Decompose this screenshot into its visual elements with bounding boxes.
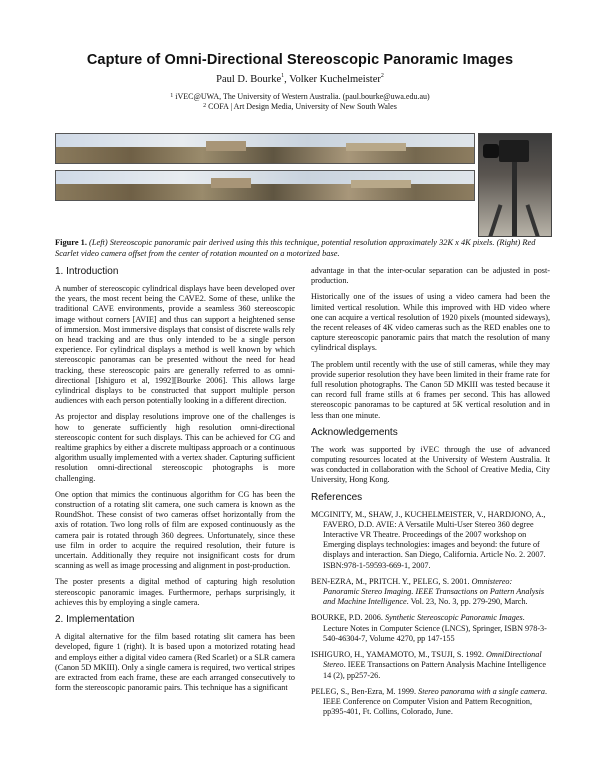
impl-paragraph: Historically one of the issues of using a video camera had been the limited vertical resolution. While this improved with HD video where one can acquire a vertical resolution of 1920 pixels (mounted sideways), the recent releases of 4K video cameras such as the RED enables one to capture stereoscopic panoramic pairs that match the resolution of many cylindrical displays. bbox=[311, 292, 550, 353]
reference-text: . IEEE Transactions on Pattern Analysis Machine Intelligence 14 (2), pp257-26. bbox=[323, 660, 546, 680]
reference-item bbox=[311, 687, 550, 718]
panorama-building bbox=[346, 143, 406, 151]
author-separator: , bbox=[284, 74, 290, 85]
left-column bbox=[55, 266, 295, 699]
affiliation-1 bbox=[0, 92, 600, 102]
panorama-ground bbox=[56, 147, 474, 163]
figure-label: Figure 1. bbox=[55, 238, 87, 247]
intro-paragraph: A number of stereoscopic cylindrical displays have been developed over the years, the most recent being the CAVE2. Some of these, unlike the traditional CAVE environments, provide a seamless 360 stereoscopic image without corners [AVIE] and thus can support a heightened sense of immersion. Most immersive displays that consist of discrete walls rely on head tracking and are thus only intended to be a single person experience. For cylindrical displays a method is well known by which stereoscopic panoramas can be presented without the need for head tracking, these stereoscopic pairs are generally referred to as omni-directional [Ishiguro et al, 1992][Bourke 2006]. This allows large cylindrical displays to be constructed that support multiple person audiences with each person potentially looking in a different direction. bbox=[55, 284, 295, 406]
figure-caption bbox=[55, 237, 550, 259]
camera-body bbox=[499, 140, 529, 162]
panorama-building bbox=[351, 180, 411, 188]
panorama-sky bbox=[56, 171, 474, 184]
impl-paragraph: The problem until recently with the use of still cameras, while they may provide superior resolution they have been limited in their frame rate for full resolution photographs. The Canon 5D MKIII was tested because it can record full frame stills at 6 frames per second. This has allowed stereoscopic panoramas to be captured at 5K vertical resolution and in less than one minute. bbox=[311, 359, 550, 420]
panorama-building bbox=[211, 178, 251, 188]
reference-text: BEN-EZRA, M., PRITCH. Y., PELEG, S. 2001. bbox=[311, 576, 472, 586]
panorama-ground bbox=[56, 184, 474, 200]
heading-acknowledgements: Acknowledgements bbox=[311, 426, 398, 438]
reference-item bbox=[311, 510, 550, 571]
reference-text: . Vol. 23, No. 3, pp. 279-290, March. bbox=[406, 597, 528, 607]
paper-title: Capture of Omni-Directional Stereoscopic Panoramic Images bbox=[86, 52, 514, 68]
heading-introduction: 1. Introduction bbox=[55, 266, 119, 277]
panorama-right-eye-image bbox=[55, 170, 475, 201]
panorama-building bbox=[206, 141, 246, 151]
reference-item bbox=[311, 650, 550, 681]
intro-paragraph: One option that mimics the continuous algorithm for CG has been the construction of a rotating slit camera, one such camera is known as the RoundShot. These consist of two cameras offset horizontally from the axis of rotation. Two long rolls of film are exposed continuously as the camera pair is rotated through 360 degrees. Unfortunately, since these use film in order to acquire the required resolution, their future is uncertain. Additionally they require not insignificant costs for drum scanning as well as image processing and alignment in post-production. bbox=[55, 489, 295, 571]
tripod-leg bbox=[526, 204, 541, 237]
reference-text: BOURKE, P.D. 2006. bbox=[311, 613, 385, 623]
impl-paragraph: advantage in that the inter-ocular separation can be adjusted in post-production. bbox=[311, 266, 550, 286]
author-1: Paul D. Bourke bbox=[216, 74, 282, 85]
author-line bbox=[0, 74, 600, 85]
reference-text: MCGINITY, M., SHAW, J., KUCHELMEISTER, V., HARDJONO, A., FAVERO, D.D. AVIE: A Versatile Multi-User Stereo 360 degree Interactive VR Theatre. Proceedings of the 2007 workshop on Emerging displays technologies: images and beyond: the future of displays and interaction. San Diego, California. Article No. 2. 2007. ISBN:978-1-59593-669-1, 2007. bbox=[311, 509, 546, 570]
intro-paragraph: The poster presents a digital method of capturing high resolution stereoscopic panoramic images. Furthermore, perhaps surprisingly, it achieves this by employing a single camera. bbox=[55, 577, 295, 607]
reference-text: PELEG, S., Ben-Ezra, M. 1999. bbox=[311, 686, 419, 696]
figure-caption-text: (Left) Stereoscopic panoramic pair derived using this this technique, potential resolution approximately 32K x 4K pixels. (Right) Red Scarlet video camera offset from the center of rotation mounted on a motorized base. bbox=[55, 238, 536, 258]
ack-paragraph: The work was supported by iVEC through the use of advanced computing resources located at the University of Western Australia. It was conducted in collaboration with the School of Creative Media, City University, Hong Kong. bbox=[311, 444, 550, 485]
reference-item bbox=[311, 577, 550, 608]
panorama-sky bbox=[56, 134, 474, 147]
reference-title: OmniDirectional Stereo bbox=[323, 650, 542, 670]
reference-text: . IEEE Conference on Computer Vision and Pattern Recognition, pp395-401, Ft. Collins, Colorado, June. bbox=[323, 686, 547, 717]
camera-mount bbox=[512, 162, 517, 236]
affiliation-2-text: COFA | Art Design Media, University of New South Wales bbox=[206, 102, 397, 111]
reference-text: . Lecture Notes in Computer Science (LNCS), Springer, ISBN 978-3-540-46304-7, Volume 4270, pp 147-155 bbox=[323, 613, 547, 643]
heading-implementation: 2. Implementation bbox=[55, 614, 135, 626]
reference-text: ISHIGURO, H., YAMAMOTO, M., TSUJI, S. 1992. bbox=[311, 650, 486, 660]
intro-paragraph: As projector and display resolutions improve one of the challenges is how to generate sufficiently high resolution omni-directional stereoscopic content for such displays. This can be achieved for CG and realtime graphics by either a discrete multipass approach or a continuous algorithm usually implemented with a vertex shader. Capturing sufficient resolution omni-directional stereoscopic photographs is more challenging. bbox=[55, 412, 295, 483]
reference-title: Synthetic Stereoscopic Panoramic Images bbox=[384, 613, 523, 623]
panorama-left-eye-image bbox=[55, 133, 475, 164]
affiliation-1-text: iVEC@UWA, The University of Western Australia. (paul.bourke@uwa.edu.au) bbox=[173, 92, 430, 101]
tripod-leg bbox=[488, 204, 503, 237]
reference-item bbox=[311, 613, 550, 644]
heading-references: References bbox=[311, 491, 363, 503]
reference-title: Stereo panorama with a single camera bbox=[418, 686, 545, 696]
camera-rig-photo bbox=[478, 133, 552, 237]
camera-lens bbox=[483, 144, 499, 158]
affiliation-1-sup: 1 bbox=[170, 93, 174, 99]
reference-title: Omnistereo: Panoramic Stereo Imaging. IEEE Transactions on Pattern Analysis and Machine Intelligence bbox=[323, 576, 545, 607]
author-2: Volker Kuchelmeister bbox=[289, 74, 381, 85]
right-column bbox=[311, 266, 550, 723]
author-2-sup: 2 bbox=[380, 73, 384, 79]
affiliation-2-sup: 2 bbox=[203, 103, 207, 109]
affiliation-2 bbox=[0, 102, 600, 112]
impl-paragraph: A digital alternative for the film based rotating slit camera has been developed, figure 1 (right). It is based upon a motorized rotating head and employs either a digital video camera (Red Scarlet) or a SLR camera (Canon 5D MKIII). Only a single camera is required, two vertical stripes are extracted from each frame, these are each arranged consecutively to form the stereoscopic panoramic pairs. This technique has a significant bbox=[55, 632, 295, 693]
author-1-sup: 1 bbox=[281, 73, 285, 79]
